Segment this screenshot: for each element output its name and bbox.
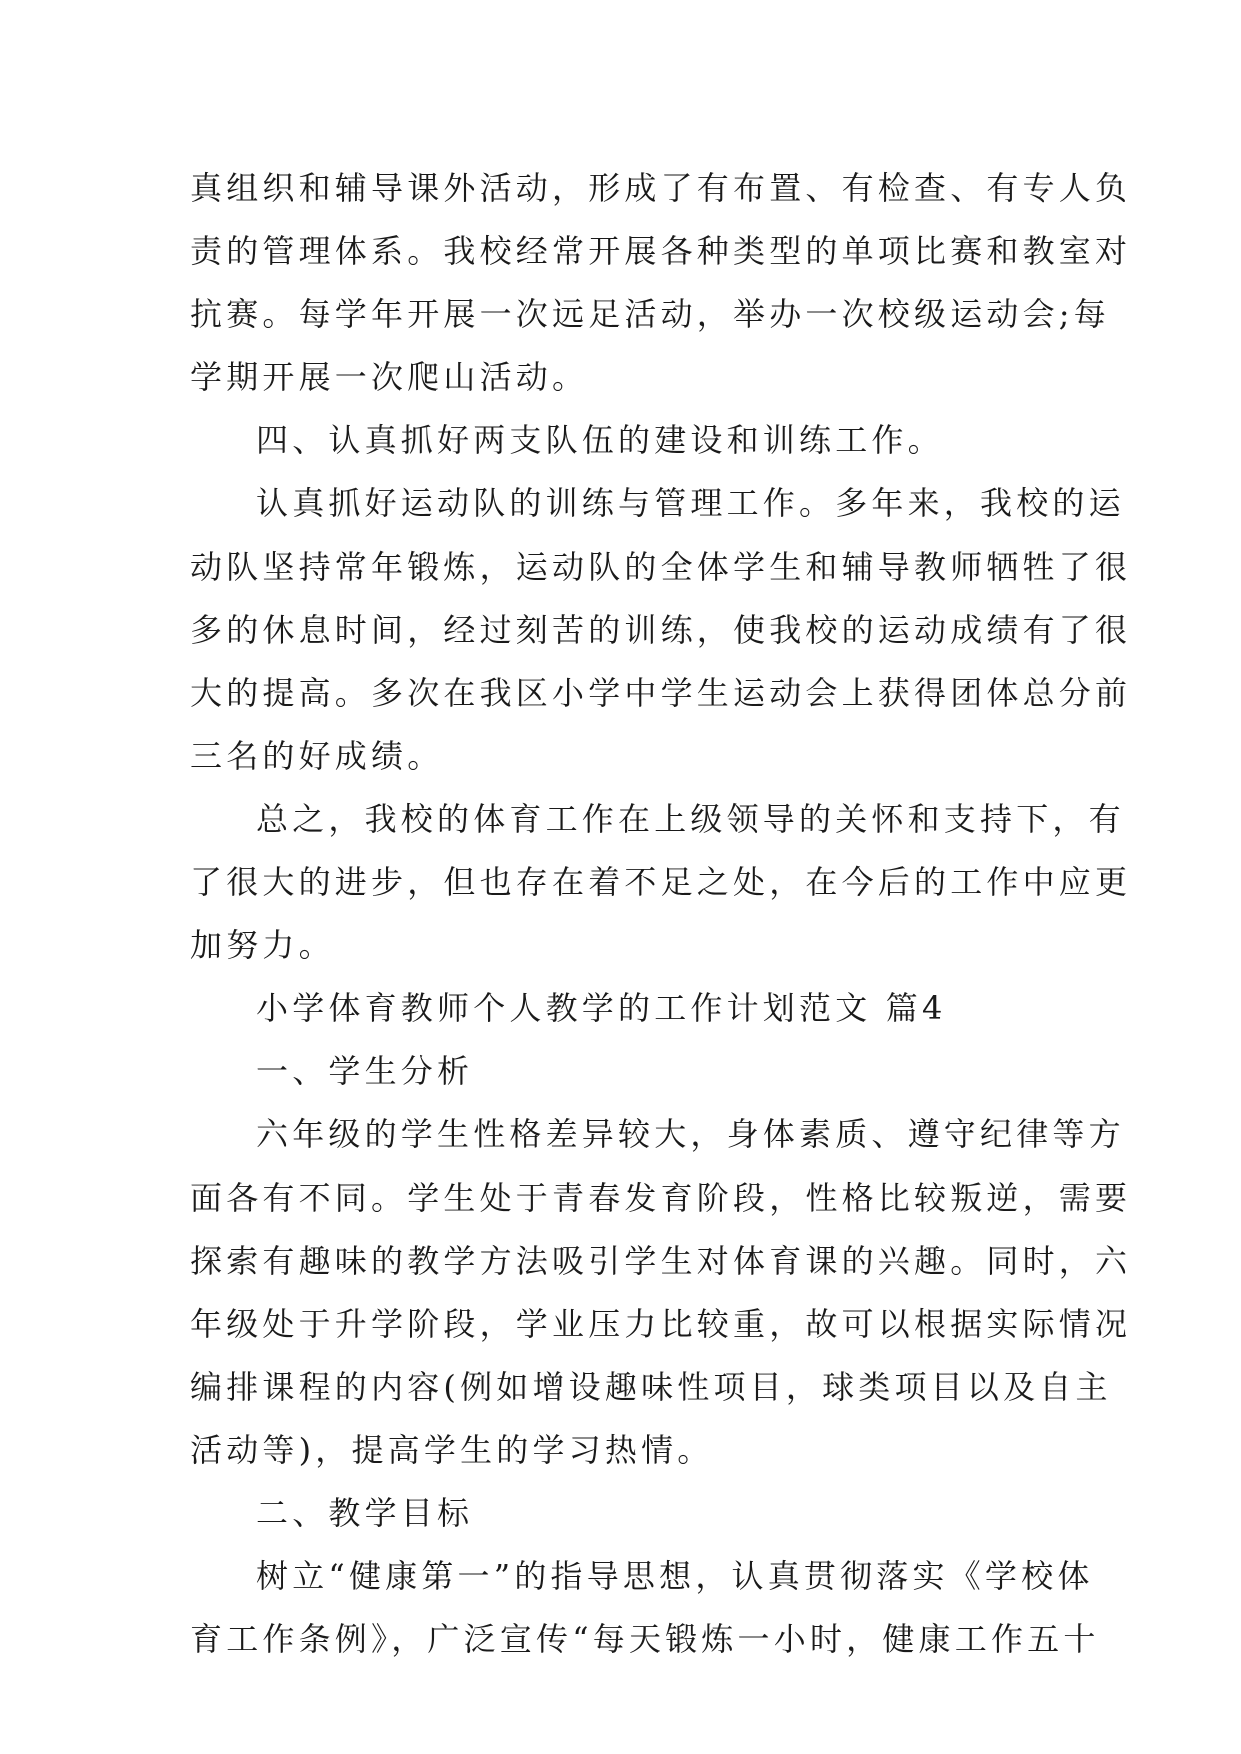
document-body bbox=[190, 157, 1132, 1671]
heading-text: 四、认真抓好两支队伍的建设和训练工作。 bbox=[256, 421, 944, 460]
text-line: 面各有不同。学生处于青春发育阶段，性格比较叛逆，需要 bbox=[190, 1178, 1132, 1217]
text-line: 编排课程的内容(例如增设趣味性项目，球类项目以及自主 bbox=[190, 1367, 1112, 1406]
text-line: 抗赛。每学年开展一次远足活动，举办一次校级运动会;每 bbox=[190, 295, 1110, 334]
text-line: 探索有趣味的教学方法吸引学生对体育课的兴趣。同时，六 bbox=[190, 1241, 1132, 1280]
section-heading-four bbox=[190, 409, 1050, 472]
text-line: 总之，我校的体育工作在上级领导的关怀和支持下，有 bbox=[256, 799, 1125, 838]
text-line: 树立“健康第一”的指导思想，认真贯彻落实《学校体 bbox=[256, 1557, 1094, 1596]
text-line: 加努力。 bbox=[190, 926, 335, 965]
heading-text: 二、教学目标 bbox=[256, 1493, 474, 1532]
paragraph-teaching-goals bbox=[190, 1545, 1100, 1671]
text-line: 年级处于升学阶段，学业压力比较重，故可以根据实际情况 bbox=[190, 1304, 1132, 1343]
text-line: 了很大的进步，但也存在着不足之处，在今后的工作中应更 bbox=[190, 863, 1132, 902]
text-line: 多的休息时间，经过刻苦的训练，使我校的运动成绩有了很 bbox=[190, 610, 1132, 649]
text-line: 责的管理体系。我校经常开展各种类型的单项比赛和教室对 bbox=[190, 232, 1132, 271]
text-line: 六年级的学生性格差异较大，身体素质、遵守纪律等方 bbox=[256, 1115, 1125, 1154]
text-line: 认真抓好运动队的训练与管理工作。多年来，我校的运 bbox=[256, 484, 1125, 523]
section-heading-one bbox=[190, 1040, 1050, 1103]
title-text: 小学体育教师个人教学的工作计划范文 篇4 bbox=[256, 989, 947, 1028]
text-line: 活动等)，提高学生的学习热情。 bbox=[190, 1430, 714, 1469]
heading-text: 一、学生分析 bbox=[256, 1052, 474, 1091]
text-line: 真组织和辅导课外活动，形成了有布置、有检查、有专人负 bbox=[190, 169, 1132, 207]
paragraph-student-analysis bbox=[190, 1103, 1132, 1482]
paragraph-summary bbox=[190, 788, 1132, 977]
text-line: 动队坚持常年锻炼，运动队的全体学生和辅导教师牺牲了很 bbox=[190, 547, 1132, 586]
paragraph-extracurricular bbox=[190, 157, 1132, 409]
section-heading-two bbox=[190, 1482, 1050, 1545]
paragraph-sports-team bbox=[190, 472, 1132, 787]
text-line: 学期开展一次爬山活动。 bbox=[190, 358, 589, 397]
text-line: 大的提高。多次在我区小学中学生运动会上获得团体总分前 bbox=[190, 673, 1132, 712]
text-line: 三名的好成绩。 bbox=[190, 736, 444, 775]
text-line: 育工作条例》，广泛宣传“每天锻炼一小时，健康工作五十 bbox=[190, 1620, 1100, 1659]
article-title bbox=[190, 977, 1050, 1040]
